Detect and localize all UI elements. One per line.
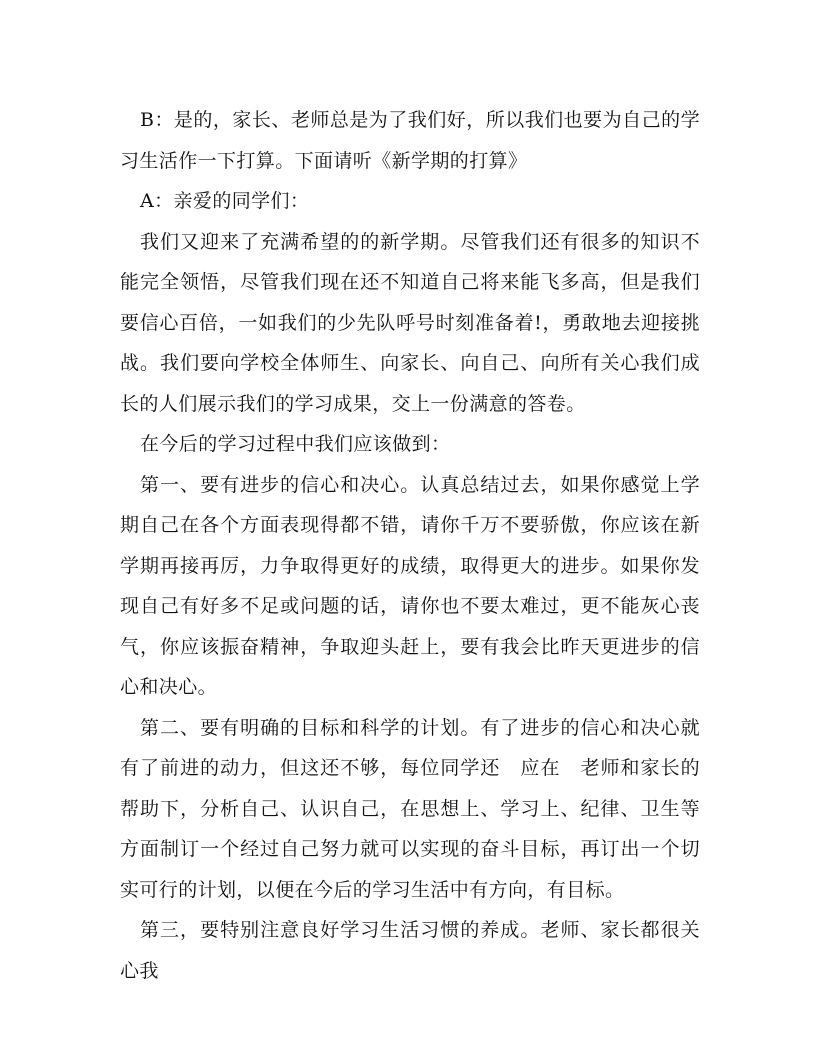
paragraph-point-two: 第二、要有明确的目标和科学的计划。有了进步的信心和决心就有了前进的动力，但这还不够，每位同学还 应在 老师和家长的帮助下，分析自己、认识自己，在思想上、学习上、纪律、卫生等方面制订一个经过自己努力就可以实现的奋斗目标，再订出一个切实可行的计划，以便在今后的学习生活中有方向，有目标。 [120,716,700,901]
paragraph-greeting-a: A：亲爱的同学们： [140,190,310,212]
paragraph-dialogue-b: B：是的，家长、老师总是为了我们好，所以我们也要为自己的学习生活作一下打算。下面请听《新学期的打算》 [120,109,700,172]
paragraph-intro-points: 在今后的学习过程中我们应该做到： [140,433,451,455]
paragraph-point-one: 第一、要有进步的信心和决心。认真总结过去，如果你感觉上学期自己在各个方面表现得都不错，请你千万不要骄傲，你应该在新学期再接再厉，力争取得更好的成绩，取得更大的进步。如果你发现自己有好多不足或问题的话，请你也不要太难过，更不能灰心丧气，你应该振奋精神，争取迎头赶上，要有我会比昨天更进步的信心和决心。 [120,473,700,698]
paragraph-new-semester: 我们又迎来了充满希望的的新学期。尽管我们还有很多的知识不能完全领悟，尽管我们现在还不知道自己将来能飞多高，但是我们要信心百倍，一如我们的少先队呼号时刻准备着!，勇敢地去迎接挑战。我们要向学校全体师生、向家长、向自己、向所有关心我们成长的人们展示我们的学习成果，交上一份满意的答卷。 [120,230,700,415]
paragraph-point-three: 第三，要特别注意良好学习生活习惯的养成。老师、家长都很关心我 [120,919,700,982]
document-body [120,100,700,991]
